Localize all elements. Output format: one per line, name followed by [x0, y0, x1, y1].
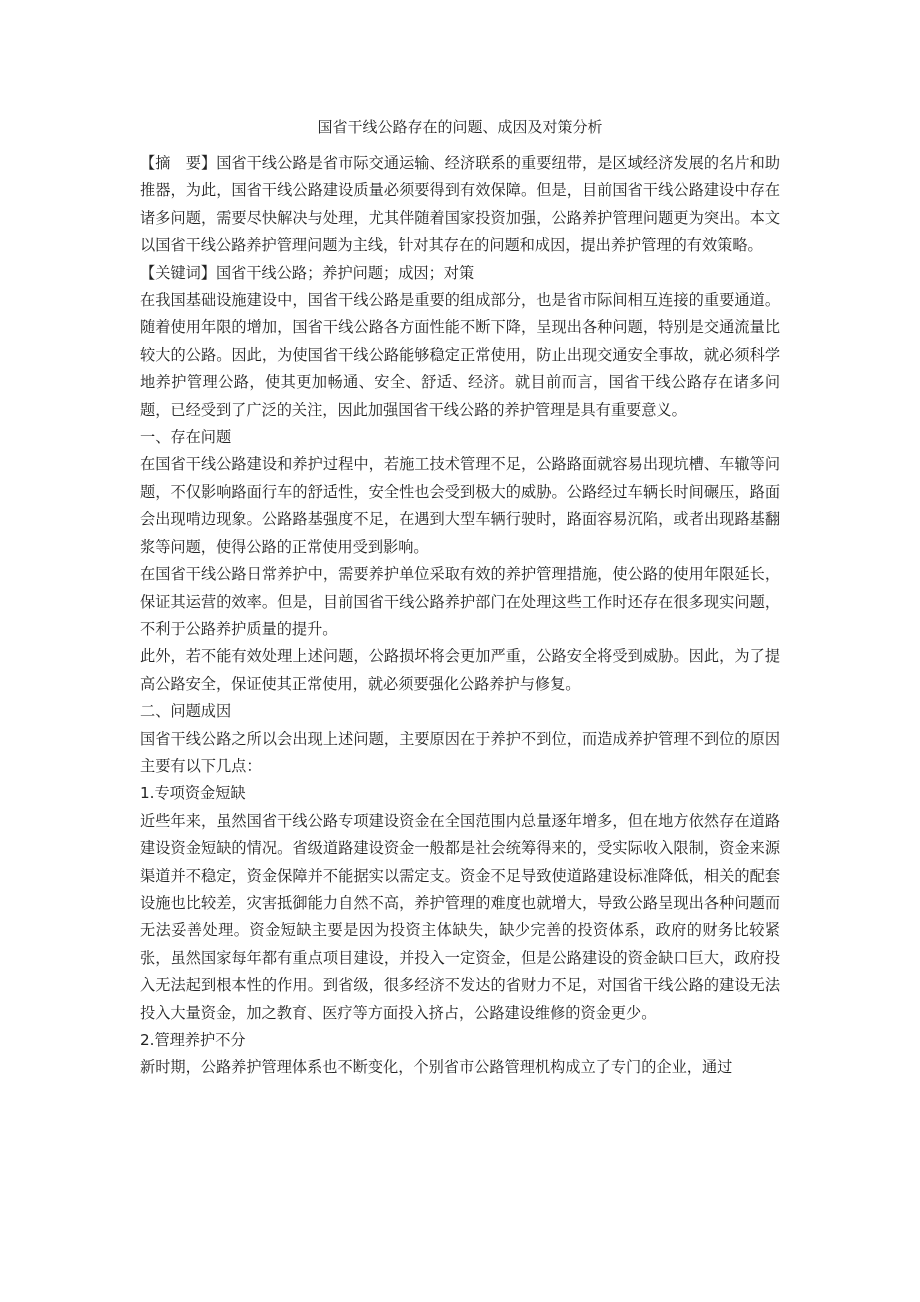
abstract-paragraph: 【摘 要】国省干线公路是省市际交通运输、经济联系的重要纽带，是区域经济发展的名片和助推器，为此，国省干线公路建设质量必须要得到有效保障。但是，目前国省干线公路建设中存在诸多问题，需要尽快解决与处理，尤其伴随着国家投资加强，公路养护管理问题更为突出。本文以国省干线公路养护管理问题为主线，针对其存在的问题和成因，提出养护管理的有效策略。	[140, 154, 780, 255]
keywords-paragraph: 【关键词】国省干线公路；养护问题；成因；对策	[140, 263, 475, 282]
document-title: 国省干线公路存在的问题、成因及对策分析	[317, 118, 603, 136]
section-heading-problems: 一、存在问题	[140, 428, 232, 447]
subheading-management-maintenance: 2.管理养护不分	[140, 1031, 246, 1049]
intro-paragraph: 在我国基础设施建设中，国省干线公路是重要的组成部分，也是省市际间相互连接的重要通道。随着使用年限的增加，国省干线公路各方面性能不断下降，呈现出各种问题，特别是交通流量比较大的公路。因此，为使国省干线公路能够稳定正常使用，防止出现交通安全事故，就必须科学地养护管理公路，使其更加畅通、安全、舒适、经济。就目前而言，国省干线公路存在诸多问题，已经受到了广泛的关注，因此加强国省干线公路的养护管理是具有重要意义。	[140, 291, 780, 419]
causes-paragraph-1: 国省干线公路之所以会出现上述问题，主要原因在于养护不到位，而造成养护管理不到位的原因主要有以下几点：	[140, 729, 780, 775]
document-page	[140, 112, 780, 1082]
problems-paragraph-1: 在国省干线公路建设和养护过程中，若施工技术管理不足，公路路面就容易出现坑槽、车辙等问题，不仅影响路面行车的舒适性，安全性也会受到极大的威胁。公路经过车辆长时间碾压，路面会出现啃边现象。公路路基强度不足，在遇到大型车辆行驶时，路面容易沉陷，或者出现路基翻浆等问题，使得公路的正常使用受到影响。	[140, 455, 780, 556]
funding-shortage-paragraph: 近些年来，虽然国省干线公路专项建设资金在全国范围内总量逐年增多，但在地方依然存在道路建设资金短缺的情况。省级道路建设资金一般都是社会统筹得来的，受实际收入限制，资金来源渠道并不稳定，资金保障并不能据实以需定支。资金不足导致使道路建设标准降低，相关的配套设施也比较差，灾害抵御能力自然不高，养护管理的难度也就增大，导致公路呈现出各种问题而无法妥善处理。资金短缺主要是因为投资主体缺失，缺少完善的投资体系，政府的财务比较紧张，虽然国家每年都有重点项目建设，并投入一定资金，但是公路建设的资金缺口巨大，政府投入无法起到根本性的作用。到省级，很多经济不发达的省财力不足，对国省干线公路的建设无法投入大量资金，加之教育、医疗等方面投入挤占，公路建设维修的资金更少。	[140, 811, 780, 1022]
subheading-funding-shortage: 1.专项资金短缺	[140, 784, 246, 803]
section-heading-causes: 二、问题成因	[140, 702, 232, 721]
management-maintenance-paragraph: 新时期，公路养护管理体系也不断变化，个别省市公路管理机构成立了专门的企业，通过	[140, 1058, 733, 1077]
problems-paragraph-2: 在国省干线公路日常养护中，需要养护单位采取有效的养护管理措施，使公路的使用年限延长，保证其运营的效率。但是，目前国省干线公路养护部门在处理这些工作时还存在很多现实问题，不利于公路养护质量的提升。	[140, 565, 780, 638]
problems-paragraph-3: 此外，若不能有效处理上述问题，公路损坏将会更加严重，公路安全将受到威胁。因此，为了提高公路安全，保证使其正常使用，就必须要强化公路养护与修复。	[140, 647, 780, 693]
